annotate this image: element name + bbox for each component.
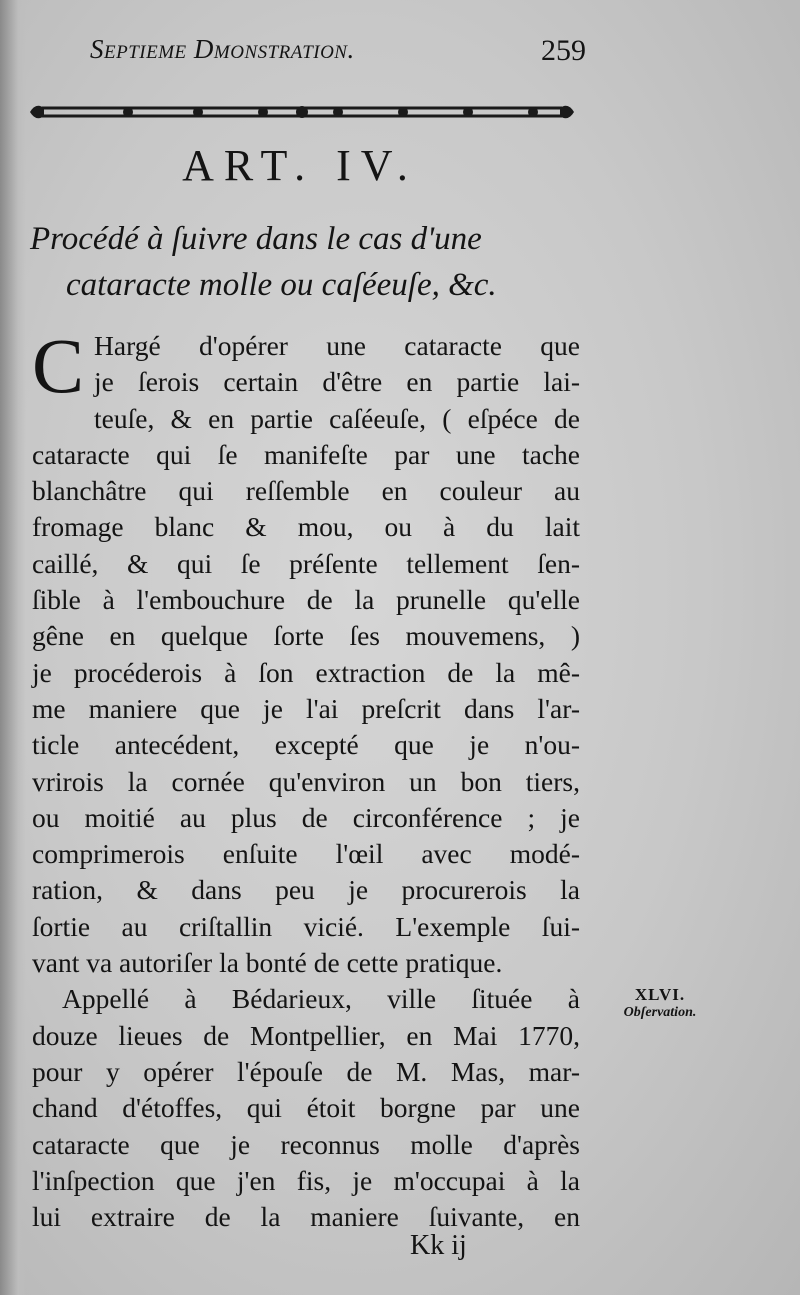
observation-number: XLVI. [634,985,686,1004]
margin-note [600,986,720,1022]
text-line: caillé, & qui ſe préſente tellement ſen- [32,547,580,579]
text-line: Hargé d'opérer une cataracte que [94,330,580,361]
text-line: blanchâtre qui reſſemble en couleur au [32,475,580,507]
signature-mark: Kk ij [410,1230,467,1261]
text-line: lui extraire de la maniere ſuivante, en [32,1201,580,1233]
text-line: comprimerois enſuite l'œil avec modé- [32,838,580,870]
text-line: vant va autoriſer la bonté de cette pratique. [32,947,503,979]
text-line: chand d'étoffes, qui étoit borgne par une [32,1092,580,1124]
subtitle-line: cataracte molle ou caſéeuſe, &c. [66,267,497,303]
article-title: ART. IV. [182,141,418,190]
text-line: douze lieues de Montpellier, en Mai 1770, [32,1019,580,1051]
observation-label: Obſervation. [623,1005,697,1020]
drop-capital: C [32,322,85,409]
text-line: cataracte qui ſe manifeſte par une tache [32,438,580,470]
text-line: ſortie au criſtallin vicié. L'exemple ſui- [32,910,580,942]
subtitle-line: Procédé à ſuivre dans le cas d'une [30,221,482,257]
page-header [86,30,586,80]
text-line: ration, & dans peu je procurerois la [32,874,580,906]
article-subtitle [30,216,590,308]
text-line: fromage blanc & mou, ou à du lait [32,511,580,543]
text-line: ſible à l'embouchure de la prunelle qu'elle [32,584,580,616]
text-line: teuſe, & en partie caſéeuſe, ( eſpéce de [94,402,580,434]
text-line: je procéderois à ſon extraction de la mê- [32,656,580,688]
text-line: me maniere que je l'ai preſcrit dans l'ar- [32,692,580,724]
decorative-ornament-rule [28,100,576,124]
text-line: ticle antecédent, excepté que je n'ou- [32,729,580,761]
page-gutter-shadow [0,0,26,1295]
text-line: gêne en quelque ſorte ſes mouvemens, ) [32,620,580,652]
text-line: ou moitié au plus de circonférence ; je [32,801,580,833]
body-text [32,322,580,1235]
text-line: cataracte que je reconnus molle d'après [32,1128,580,1160]
text-line: vrirois la cornée qu'environ un bon tiers, [32,765,580,797]
text-line: Appellé à Bédarieux, ville ſituée à [62,983,580,1015]
page-number: 259 [541,34,586,67]
text-line: l'inſpection que j'en fis, je m'occupai à la [32,1164,580,1196]
text-line: pour y opérer l'épouſe de M. Mas, mar- [32,1055,580,1087]
text-line: je ſerois certain d'être en partie lai- [94,366,580,398]
running-title: Septieme Dmonstration. [90,34,355,64]
